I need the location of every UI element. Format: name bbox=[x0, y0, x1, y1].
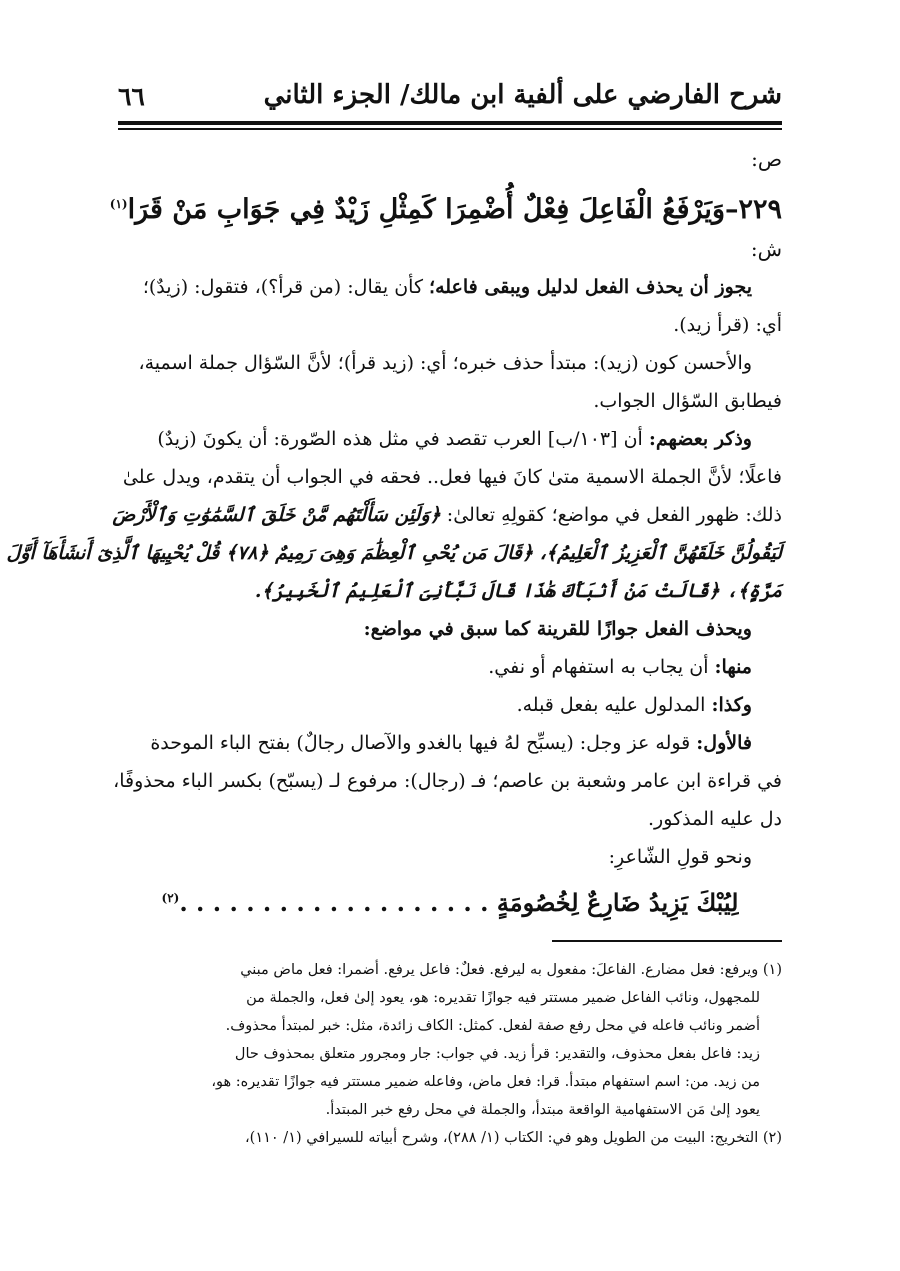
paragraph-1-line-1 bbox=[118, 268, 782, 306]
paragraph-6 bbox=[118, 686, 782, 724]
paragraph-7-line-2: في قراءة ابن عامر وشعبة بن عاصم؛ فـ (رجال): مرفوع لـ (يسبّح) بكسر الباء محذوفًا، bbox=[113, 770, 782, 792]
paragraph-1-lead: يجوز أن يحذف الفعل لدليل ويبقى فاعله؛ bbox=[429, 276, 752, 298]
main-text bbox=[6, 140, 782, 920]
paragraph-1-text: كأن يقال: (من قرأ؟)، فتقول: (زيدٌ)؛ bbox=[142, 276, 430, 298]
paragraph-7-text: قوله عز وجل: (يسبِّح لهُ فيها بالغدو والآصال رجالٌ) بفتح الباء الموحدة bbox=[150, 732, 697, 754]
poem-line bbox=[118, 876, 782, 920]
verse-footnote-ref: (١) bbox=[109, 197, 128, 211]
paragraph-6-lead: وكذا: bbox=[711, 694, 752, 716]
paragraph-7-line-1 bbox=[118, 724, 782, 762]
footnotes bbox=[118, 956, 782, 1152]
poem-footnote-ref: (٢) bbox=[161, 891, 180, 905]
header-rule-thick bbox=[118, 121, 782, 125]
header-rule-thin bbox=[118, 128, 782, 130]
paragraph-7-lead: فالأول: bbox=[696, 732, 752, 754]
footnote-1-line-5: من زيد. من: اسم استفهام مبتدأ. قرا: فعل ماض، وفاعله ضمير مستتر فيه جوازًا تقديره: هو، bbox=[211, 1074, 760, 1090]
paragraph-4-text: ويحذف الفعل جوازًا للقرينة كما سبق في مواضع: bbox=[363, 618, 752, 640]
footnote-1-line-1: (١) ويرفع: فعل مضارع. الفاعلَ: مفعول به ليرفع. فعلٌ: فاعل يرفع. أضمرا: فعل ماض مبني bbox=[240, 962, 782, 978]
footnote-2-line-1: (٢) التخريج: البيت من الطويل وهو في: الكتاب (١/ ٢٨٨)، وشرح أبياته للسيرافي (١/ ١١٠)، bbox=[244, 1130, 782, 1146]
running-header bbox=[118, 72, 782, 116]
paragraph-5 bbox=[118, 648, 782, 686]
verse-text: ٢٢٩–وَيَرْفَعُ الْفَاعِلَ فِعْلٌ أُضْمِرَا كَمِثْلِ زَيْدٌ فِي جَوَابِ مَنْ قَرَا bbox=[127, 194, 782, 225]
paragraph-8: ونحو قولِ الشّاعرِ: bbox=[608, 846, 752, 868]
paragraph-1-line-2: أي: (قرأ زيد). bbox=[673, 314, 782, 336]
paragraph-6-text: المدلول عليه بفعل قبله. bbox=[516, 694, 712, 716]
sad-marker: ص: bbox=[751, 147, 782, 171]
footnote-1-line-3: أضمر ونائب فاعله في محل رفع صفة لفعل. كمثل: الكاف زائدة، مثل: خبر لمبتدأ محذوف. bbox=[225, 1018, 760, 1034]
quran-quote-2: لَيَقُولُنَّ خَلَقَهُنَّ ٱلْعَزِيزُ ٱلْعَلِيمُ﴾، ﴿قَالَ مَن يُحْىِ ٱلْعِظَٰمَ وَهِىَ رَمِيمٌ ﴿٧٨﴾ قُلْ يُحْيِيهَا ٱلَّذِىٓ أَنشَأَهَآ أَوَّلَ bbox=[6, 542, 782, 564]
paragraph-3-line-3 bbox=[112, 496, 782, 534]
shin-marker: ش: bbox=[750, 237, 782, 261]
paragraph-2-line-1: والأحسن كون (زيد): مبتدأ حذف خبره؛ أي: (زيد قرأ)؛ لأنَّ السّؤال جملة اسمية، bbox=[138, 352, 752, 374]
paragraph-3-lead: وذكر بعضهم: bbox=[648, 428, 752, 450]
paragraph-3-line-2: فاعلًا؛ لأنَّ الجملة الاسمية متىٰ كانَ فيها فعل.. فحقه في الجواب أن يتقدم، ويدل علىٰ bbox=[122, 466, 782, 488]
paragraph-4 bbox=[118, 610, 782, 648]
verse-229 bbox=[109, 178, 782, 230]
footnote-separator bbox=[552, 940, 782, 942]
footnote-1-line-6: يعود إلىٰ مَن الاستفهامية الواقعة مبتدأ، والجملة في محل رفع خبر المبتدأ. bbox=[325, 1102, 760, 1118]
paragraph-3-line-3-text: ذلك: ظهور الفعل في مواضع؛ كقولِهِ تعالىٰ: bbox=[440, 504, 782, 526]
paragraph-2-line-2: فيطابق السّؤال الجواب. bbox=[593, 390, 782, 412]
header-title: شرح الفارضي على ألفية ابن مالك/ الجزء الثاني bbox=[263, 80, 782, 110]
paragraph-7-line-3: دل عليه المذكور. bbox=[648, 808, 782, 830]
footnote-1-line-2: للمجهول، ونائب الفاعل ضمير مستتر فيه جوازًا تقديره: هو، يعود إلىٰ فعل، والجملة من bbox=[246, 990, 760, 1006]
footnote-1-line-4: زيد: فاعل بفعل محذوف، والتقدير: قرأ زيد. في جواب: جار ومجرور متعلق بمحذوف حال bbox=[234, 1046, 760, 1062]
poem-text: لِيُبْكَ يَزِيدُ ضَارِعٌ لِخُصُومَةٍ . . . . . . . . . . . . . . . . . . . bbox=[179, 888, 739, 917]
paragraph-3-line-1 bbox=[118, 420, 782, 458]
quran-quote-3: مَرَّةٍ﴾، ﴿قَالَتْ مَنْ أَنۢبَأَكَ هَٰذَا قَالَ نَبَّأَنِىَ ٱلْعَلِيمُ ٱلْخَبِيرُ﴾. bbox=[254, 580, 782, 602]
page-number: ٦٦ bbox=[118, 82, 145, 111]
paragraph-5-text: أن يجاب به استفهام أو نفي. bbox=[488, 656, 715, 678]
paragraph-3-text: أن [١٠٣/ب] العرب تقصد في مثل هذه الصّورة: أن يكونَ (زيدٌ) bbox=[157, 428, 649, 450]
paragraph-5-lead: منها: bbox=[714, 656, 752, 678]
quran-quote-1: ﴿وَلَئِن سَأَلْتَهُم مَّنْ خَلَقَ ٱلسَّمَٰوَٰتِ وَٱلْأَرْضَ bbox=[112, 504, 441, 526]
